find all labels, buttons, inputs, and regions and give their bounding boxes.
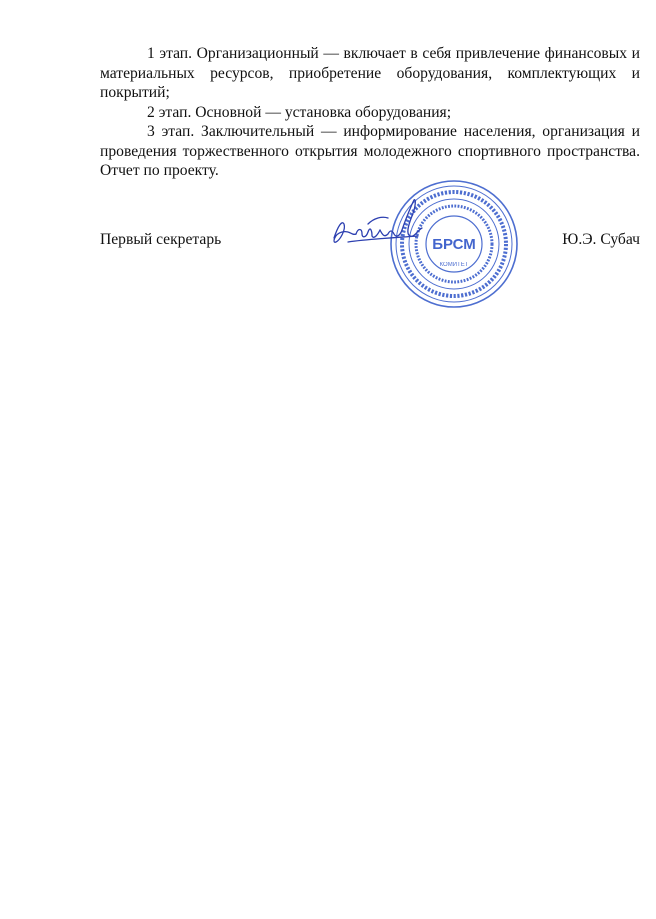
paragraph-stage-1: 1 этап. Организационный — включает в себя привлечение финансовых и материальных ресурсов, приобретение оборудования, комплектующих и покрытий; [100, 45, 640, 101]
handwritten-signature [328, 190, 428, 260]
stamp-center-label: БРСМ [432, 236, 476, 253]
stamp-inner-text: КОМИТЕТ [439, 262, 469, 268]
paragraph-stage-3: 3 этап. Заключительный — информирование населения, организация и проведения торжественного открытия молодежного спортивного пространства. Отчет по проекту. [100, 123, 640, 179]
signatory-title: Первый секретарь [100, 231, 222, 248]
document-body [100, 44, 640, 181]
paragraph-stage-2: 2 этап. Основной — установка оборудования; [147, 103, 452, 121]
signatory-name: Ю.Э. Субач [562, 231, 640, 248]
